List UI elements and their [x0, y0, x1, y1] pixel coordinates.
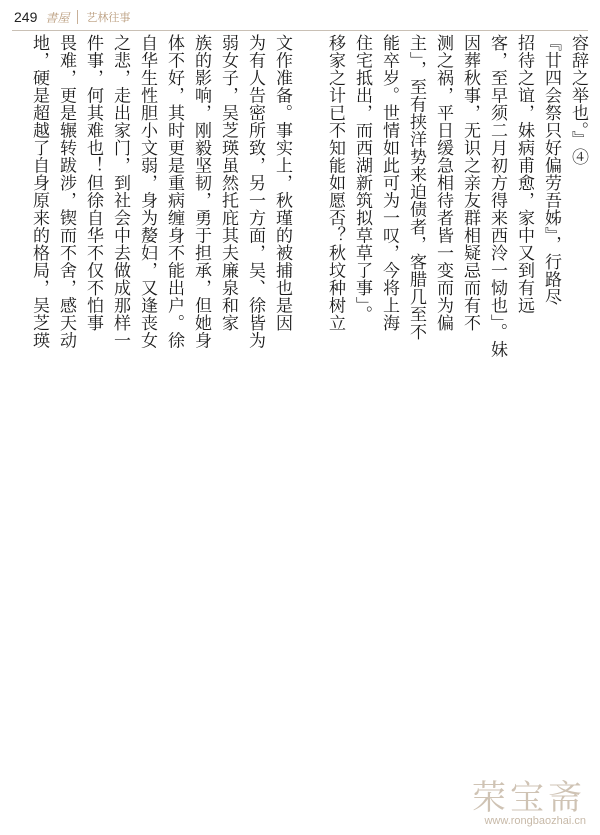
text-line: 族的影响，刚毅坚韧，勇于担承，但她身	[191, 34, 211, 349]
header-rule	[12, 30, 588, 31]
text-line: 测之祸，平日缓急相待者皆一变而为偏	[433, 34, 453, 332]
text-line: 自华生性胆小文弱，身为嫠妇，又逢丧女	[137, 34, 157, 349]
text-line: 住宅抵出，而西湖新筑拟草草了事」。	[352, 34, 372, 323]
text-line: 能卒岁。世情如此可为一叹，今将上海	[379, 34, 399, 332]
right-text-column	[308, 34, 591, 814]
watermark-url: www.rongbaozhai.cn	[484, 815, 586, 827]
text-line: 文作准备。事实上，秋瑾的被捕也是因	[272, 34, 292, 332]
text-line: 为有人告密所致，另一方面，吴、徐皆为	[245, 34, 265, 349]
section-title: 艺林往事	[86, 11, 131, 24]
header-divider	[77, 10, 78, 24]
text-line: 因葬秋事，无识之亲友群相疑忌而有不	[460, 34, 480, 332]
text-line: 客，至早须二月初方得来西泠一恸也」。妹	[487, 34, 507, 358]
text-line: 件事，何其难也！但徐自华不仅不怕事	[83, 34, 103, 332]
watermark-logo: 荣宝斋	[472, 778, 586, 818]
text-line: 容辞之举也。』④	[568, 34, 588, 166]
text-line: 弱女子，吴芝瑛虽然托庇其夫廉泉和家	[218, 34, 238, 332]
text-line: 地，硬是超越了自身原来的格局，吴芝瑛	[29, 34, 49, 349]
magazine-title: 書屋	[45, 10, 70, 25]
text-line: 招待之谊，妹病甫愈，家中又到有远	[514, 34, 534, 314]
text-line: 移家之计已不知能如愿否？秋坟种树立	[325, 34, 345, 332]
left-text-column	[12, 34, 295, 814]
text-line: 主」，至有挟洋势来迫债者，客腊几至不	[406, 34, 426, 341]
page-number: 249	[14, 9, 38, 25]
watermark	[472, 770, 586, 827]
text-line: 畏难，更是辗转跋涉，锲而不舍，感天动	[56, 34, 76, 349]
text-line: 体不好，其时更是重病缠身不能出户。徐	[164, 34, 184, 349]
text-line: 『廿四会祭只好偏劳吾姊』，行路尽	[541, 34, 561, 306]
page-header	[14, 6, 130, 28]
text-line: 之悲，走出家门，到社会中去做成那样一	[110, 34, 130, 349]
